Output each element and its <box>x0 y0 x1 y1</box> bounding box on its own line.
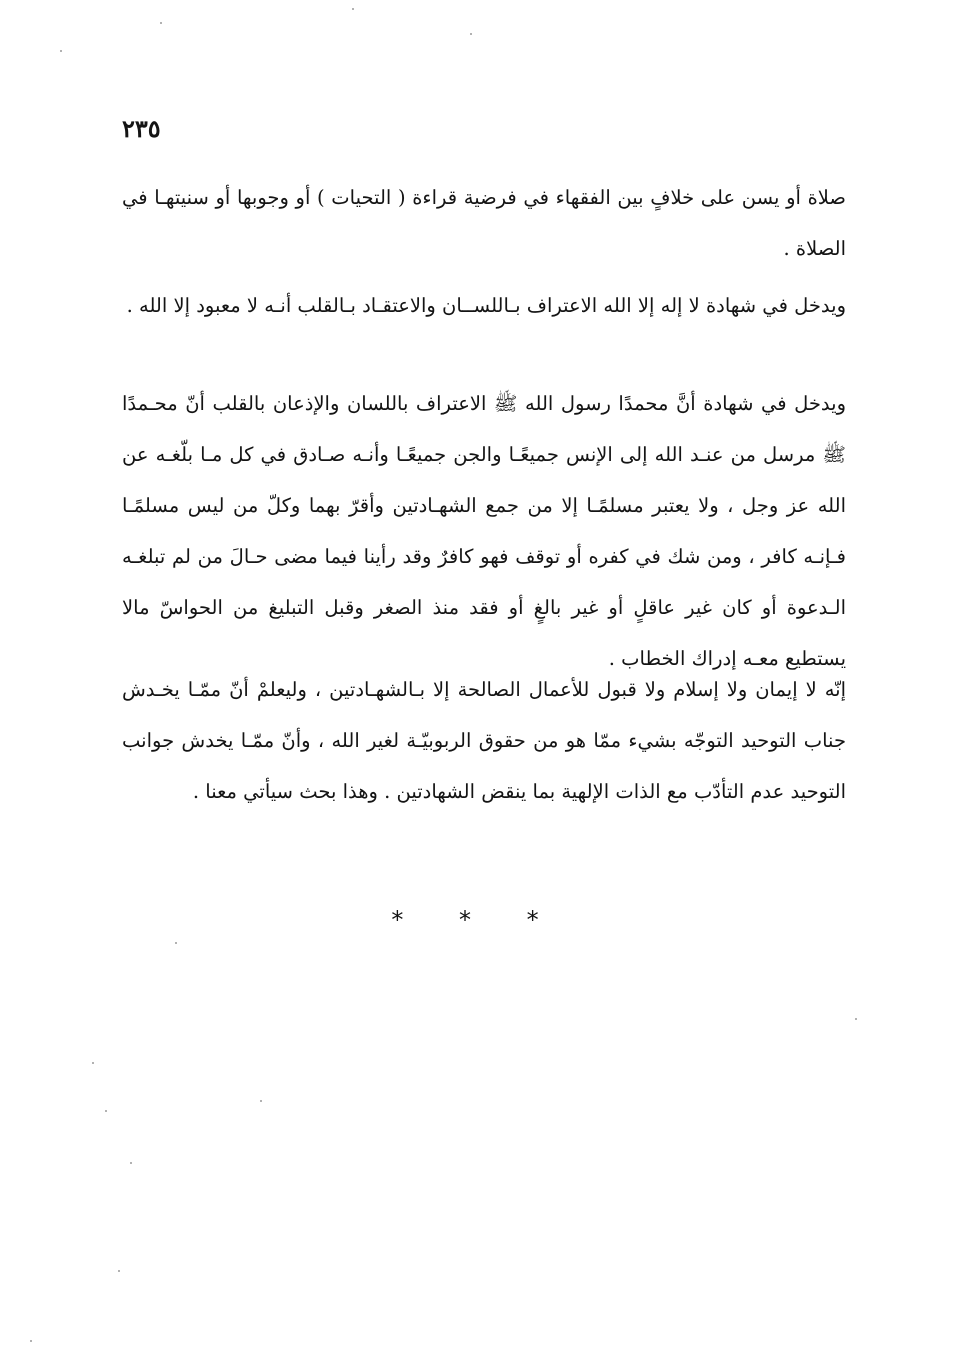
scan-speck <box>160 22 162 24</box>
scan-speck <box>260 1100 262 1102</box>
paragraph-1 <box>122 172 846 274</box>
paragraph-3 <box>122 378 846 684</box>
scan-speck <box>130 1162 132 1164</box>
paragraph-text: صلاة أو يسن على خلافٍ بين الفقهاء في فرضية قراءة ( التحيات ) أو وجوبها أو سنيتهـا في الصلاة . <box>122 186 846 260</box>
paragraph-2 <box>122 280 846 331</box>
paragraph-text: ويدخل في شهادة أنَّ محمدًا رسول الله ﷺ الاعتراف باللسان والإذعان بالقلب أنّ محـمدًا ﷺ مرسل من عنـد الله إلى الإنس جميعًـا والجن جميعًـا وأنـه صـادق في كل مـا بلّغـه عن الله عز وجل ، ولا يعتبر مسلمًـا إلا من جمع الشهـادتين وأقرّ بهما وكلّ من ليس مسلمًـا فـإنـه كافر ، ومن شك في كفره أو توقف فهو كافرٌ وقد رأينا فيما مضى حـالَ من لم تبلغـه الـدعوة أو كان غير عاقلٍ أو غير بالغٍ أو فقد منذ الصغر وقبل التبليغ من الحواسّ مالا يستطيع معـه إدراك الخطاب . <box>122 392 846 670</box>
scan-speck <box>30 1340 32 1342</box>
paragraph-4 <box>122 664 846 817</box>
section-separator: * * * <box>391 906 563 934</box>
scan-speck <box>352 8 354 10</box>
scan-speck <box>470 33 472 35</box>
scan-speck <box>175 942 177 944</box>
scan-speck <box>60 50 62 52</box>
page-number: ٢٣٥ <box>122 114 161 143</box>
paragraph-text: ويدخل في شهادة لا إله إلا الله الاعتراف بـاللســان والاعتقـاد بـالقلب أنـه لا معبود إلا الله . <box>126 294 846 317</box>
scan-speck <box>105 1110 107 1112</box>
scan-speck <box>118 1270 120 1272</box>
scan-speck <box>92 1062 94 1064</box>
paragraph-text: إنّه لا إيمان ولا إسلام ولا قبول للأعمال الصالحة إلا بـالشهـادتين ، وليعلمْ أنّ ممّـا يخـدش جناب التوحيد التوجّه بشيء ممّا هو من حقوق الربوبيّـة لغير الله ، وأنّ ممّـا يخدش جوانب التوحيد عدم التأدّب مع الذات الإلهية بما ينقض الشهادتين . وهذا بحث سيأتي معنا . <box>122 678 846 803</box>
scan-speck <box>855 1018 857 1020</box>
